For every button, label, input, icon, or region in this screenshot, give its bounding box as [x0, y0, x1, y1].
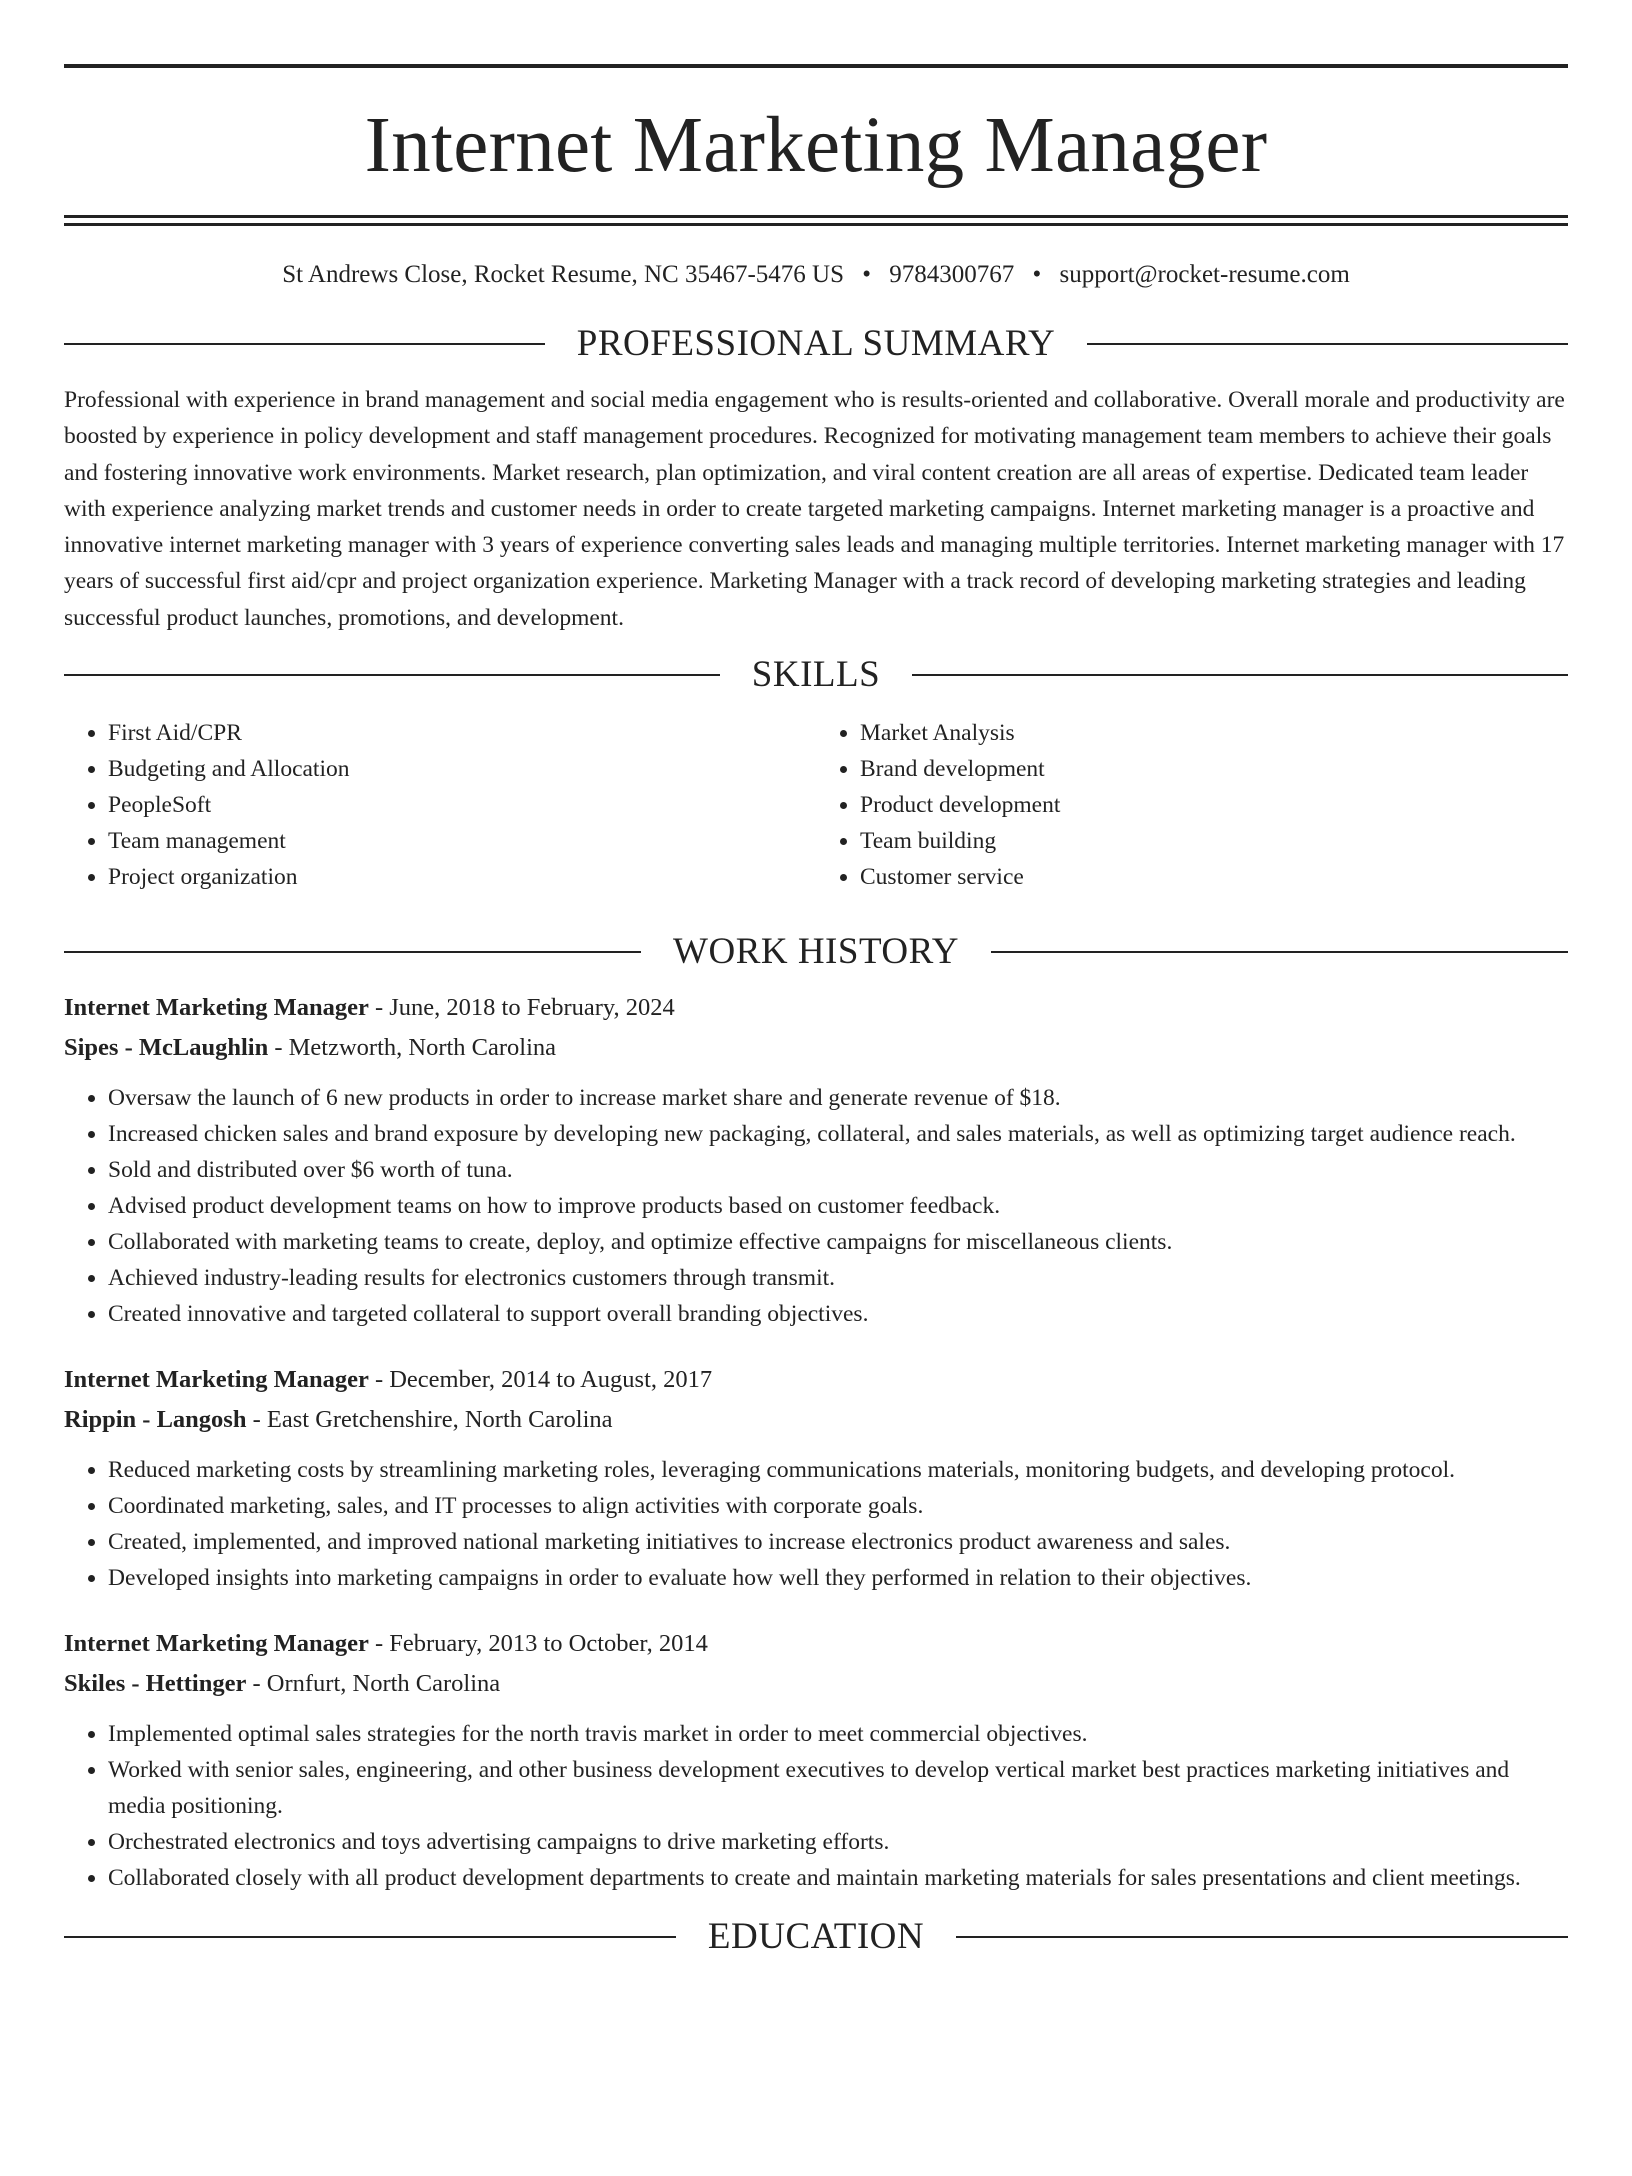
- skill-item: • Budgeting and Allocation: [108, 751, 816, 787]
- job-company: Sipes - McLaughlin: [64, 1034, 269, 1062]
- contact-separator: •: [862, 261, 871, 288]
- job-bullets: [64, 1452, 1568, 1596]
- section-rule: [64, 343, 545, 345]
- section-rule: [64, 674, 720, 676]
- job-entry: [64, 1624, 1568, 1896]
- skill-item: • PeopleSoft: [108, 787, 816, 823]
- section-rule: [64, 951, 641, 953]
- job-company-line: [64, 1400, 1568, 1440]
- skill-item: • Product development: [860, 787, 1568, 823]
- job-bullet: • Implemented optimal sales strategies for the north travis market in order to meet commercial objectives.: [108, 1716, 1568, 1752]
- job-location: - Ornfurt, North Carolina: [246, 1670, 501, 1698]
- section-header-work: [64, 931, 1568, 973]
- job-location: - East Gretchenshire, North Carolina: [246, 1406, 613, 1434]
- skill-item: • First Aid/CPR: [108, 715, 816, 751]
- section-title-skills: SKILLS: [751, 654, 881, 696]
- section-rule: [956, 1936, 1568, 1938]
- skills-list: [64, 715, 1568, 895]
- section-title-summary: PROFESSIONAL SUMMARY: [576, 323, 1056, 364]
- contact-address: St Andrews Close, Rocket Resume, NC 35467-5476 US: [282, 261, 844, 288]
- resume-title: Internet Marketing Manager: [364, 102, 1268, 189]
- section-rule: [991, 951, 1568, 953]
- skill-item: • Team building: [860, 823, 1568, 859]
- section-header-summary: [64, 325, 1568, 362]
- summary-text: Professional with experience in brand management and social media engagement who is results-oriented and collaborative. Overall morale and productivity are boosted by experience in policy development and staff management procedures. Recognized for motivating management team members to achieve their goals and fostering innovative work environments. Market research, plan optimization, and viral content creation are all areas of expertise. Dedicated team leader with experience analyzing market trends and customer needs in order to create targeted marketing campaigns. Internet marketing manager is a proactive and innovative internet marketing manager with 3 years of experience converting sales leads and managing multiple territories. Internet marketing manager with 17 years of successful first aid/cpr and project organization experience. Marketing Manager with a track record of developing marketing strategies and leading successful product launches, promotions, and development.: [64, 387, 1565, 631]
- job-bullet: • Achieved industry-leading results for electronics customers through transmit.: [108, 1260, 1568, 1296]
- job-location: - Metzworth, North Carolina: [268, 1034, 557, 1062]
- job-title-line: [64, 1360, 1568, 1400]
- job-dates: - December, 2014 to August, 2017: [368, 1366, 713, 1394]
- section-title-work: WORK HISTORY: [673, 931, 959, 973]
- section-header-skills: [64, 654, 1568, 696]
- job-title: Internet Marketing Manager: [64, 1630, 369, 1658]
- job-title-line: [64, 1624, 1568, 1664]
- job-bullet: • Collaborated with marketing teams to create, deploy, and optimize effective campaigns for miscellaneous clients.: [108, 1224, 1568, 1260]
- skills-column-right: [816, 715, 1568, 895]
- section-rule: [1087, 343, 1568, 345]
- skill-item: • Team management: [108, 823, 816, 859]
- job-title: Internet Marketing Manager: [64, 1366, 369, 1394]
- job-bullet: • Advised product development teams on how to improve products based on customer feedback.: [108, 1188, 1568, 1224]
- job-company-line: [64, 1028, 1568, 1068]
- job-bullet: • Created innovative and targeted collateral to support overall branding objectives.: [108, 1296, 1568, 1332]
- job-bullet: • Orchestrated electronics and toys advertising campaigns to drive marketing efforts.: [108, 1824, 1568, 1860]
- resume-page: [0, 64, 1632, 2176]
- section-rule: [64, 1936, 676, 1938]
- job-dates: - June, 2018 to February, 2024: [368, 994, 675, 1022]
- contact-separator: •: [1032, 261, 1042, 288]
- job-bullet: • Reduced marketing costs by streamlining marketing roles, leveraging communications materials, monitoring budgets, and developing protocol.: [108, 1452, 1568, 1488]
- job-title: Internet Marketing Manager: [64, 994, 369, 1022]
- section-rule: [912, 674, 1568, 676]
- skill-item: • Brand development: [860, 751, 1568, 787]
- contact-line: [64, 262, 1568, 287]
- job-bullets: [64, 1716, 1568, 1896]
- contact-phone[interactable]: 9784300767: [889, 261, 1015, 288]
- section-title-education: EDUCATION: [707, 1916, 925, 1958]
- skill-item: • Market Analysis: [860, 715, 1568, 751]
- job-bullet: • Worked with senior sales, engineering, and other business development executives to develop vertical market best practices marketing initiatives and media positioning.: [108, 1752, 1568, 1824]
- job-dates: - February, 2013 to October, 2014: [368, 1630, 708, 1658]
- job-bullet: • Collaborated closely with all product development departments to create and maintain marketing materials for sales presentations and client meetings.: [108, 1860, 1568, 1896]
- job-company: Skiles - Hettinger: [64, 1670, 247, 1698]
- job-company-line: [64, 1664, 1568, 1704]
- job-bullet: • Created, implemented, and improved national marketing initiatives to increase electronics product awareness and sales.: [108, 1524, 1568, 1560]
- job-entry: [64, 988, 1568, 1332]
- contact-email[interactable]: support@rocket-resume.com: [1059, 261, 1350, 288]
- job-bullet: • Coordinated marketing, sales, and IT processes to align activities with corporate goals.: [108, 1488, 1568, 1524]
- job-company: Rippin - Langosh: [64, 1406, 247, 1434]
- skill-item: • Customer service: [860, 859, 1568, 895]
- job-bullets: [64, 1080, 1568, 1332]
- title-double-rule: [64, 215, 1568, 226]
- top-rule: [64, 64, 1568, 68]
- job-title-line: [64, 988, 1568, 1028]
- job-bullet: • Sold and distributed over $6 worth of tuna.: [108, 1152, 1568, 1188]
- job-entry: [64, 1360, 1568, 1596]
- section-header-education: [64, 1916, 1568, 1958]
- job-bullet: • Increased chicken sales and brand exposure by developing new packaging, collateral, and sales materials, as well as optimizing target audience reach.: [108, 1116, 1568, 1152]
- job-bullet: • Developed insights into marketing campaigns in order to evaluate how well they performed in relation to their objectives.: [108, 1560, 1568, 1596]
- job-bullet: • Oversaw the launch of 6 new products in order to increase market share and generate revenue of $18.: [108, 1080, 1568, 1116]
- skill-item: • Project organization: [108, 859, 816, 895]
- skills-column-left: [64, 715, 816, 895]
